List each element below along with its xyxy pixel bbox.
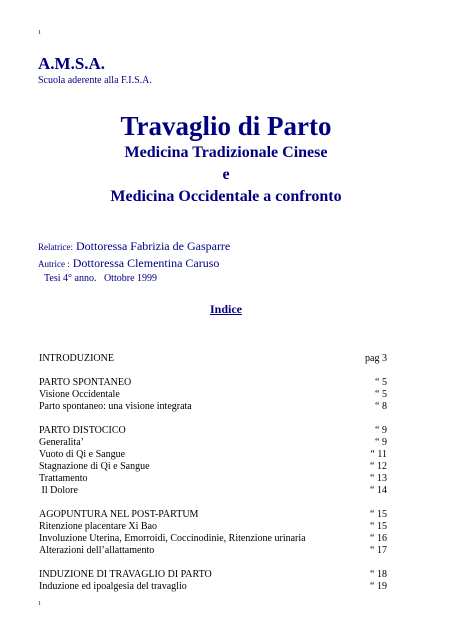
autrice-name: Dottoressa Clementina Caruso	[72, 256, 220, 270]
toc-label: Alterazioni dell’allattamento	[39, 545, 155, 556]
subtitle-line-2: e	[222, 166, 230, 183]
toc-page: “ 5	[375, 389, 387, 400]
toc-page: “ 18	[370, 569, 387, 580]
page-number-top: 1	[38, 30, 41, 36]
toc-label: Involuzione Uterina, Emorroidi, Coccinodinie, Ritenzione urinaria	[39, 533, 306, 544]
autrice-line	[38, 256, 219, 271]
subtitle-line-1: Medicina Tradizionale Cinese	[124, 144, 328, 161]
thesis-line: Tesi 4° anno. Ottobre 1999	[44, 273, 158, 284]
toc-label: INTRODUZIONE	[39, 353, 114, 364]
toc-label: Induzione ed ipoalgesia del travaglio	[39, 581, 187, 592]
toc-page: “ 9	[375, 425, 387, 436]
toc-page: “ 5	[375, 377, 387, 388]
index-title: Indice	[209, 302, 242, 316]
toc-page: “ 19	[370, 581, 387, 592]
relatrice-name: Dottoressa Fabrizia de Gasparre	[75, 239, 231, 253]
document-title: Travaglio di Parto	[120, 111, 332, 141]
toc-label: Ritenzione placentare Xi Bao	[39, 521, 158, 532]
toc-label: AGOPUNTURA NEL POST-PARTUM	[39, 509, 199, 520]
org-name: A.M.S.A.	[38, 54, 106, 73]
toc-page: “ 15	[370, 509, 387, 520]
page-number-bottom: 1	[38, 601, 41, 607]
toc-label: Parto spontaneo: una visione integrata	[39, 401, 192, 412]
toc-label: INDUZIONE DI TRAVAGLIO DI PARTO	[39, 569, 212, 580]
toc-label: Vuoto di Qi e Sangue	[39, 449, 126, 460]
toc-label: PARTO DISTOCICO	[39, 425, 126, 436]
relatrice-label: Relatrice:	[38, 242, 73, 252]
toc-page: “ 14	[370, 485, 387, 496]
toc-page: “ 9	[375, 437, 387, 448]
toc-page: “ 11	[370, 449, 387, 460]
toc-page: “ 16	[370, 533, 387, 544]
toc-page: “ 13	[370, 473, 387, 484]
toc-page: “ 17	[370, 545, 387, 556]
autrice-label: Autrice :	[38, 259, 70, 269]
toc-page: “ 12	[370, 461, 387, 472]
school-line: Scuola aderente alla F.I.S.A.	[38, 75, 152, 86]
toc-label: Stagnazione di Qi e Sangue	[39, 461, 150, 472]
toc-page: pag 3	[365, 353, 387, 364]
toc-page: “ 15	[370, 521, 387, 532]
toc-label: Trattamento	[39, 473, 88, 484]
toc-page: “ 8	[375, 401, 387, 412]
toc-label: Visione Occidentale	[39, 389, 120, 400]
toc-label: Il Dolore	[39, 485, 78, 496]
toc-label: PARTO SPONTANEO	[39, 377, 132, 388]
toc-label: Generalita’	[39, 437, 84, 448]
subtitle-line-3: Medicina Occidentale a confronto	[110, 188, 342, 205]
relatrice-line	[38, 239, 230, 254]
